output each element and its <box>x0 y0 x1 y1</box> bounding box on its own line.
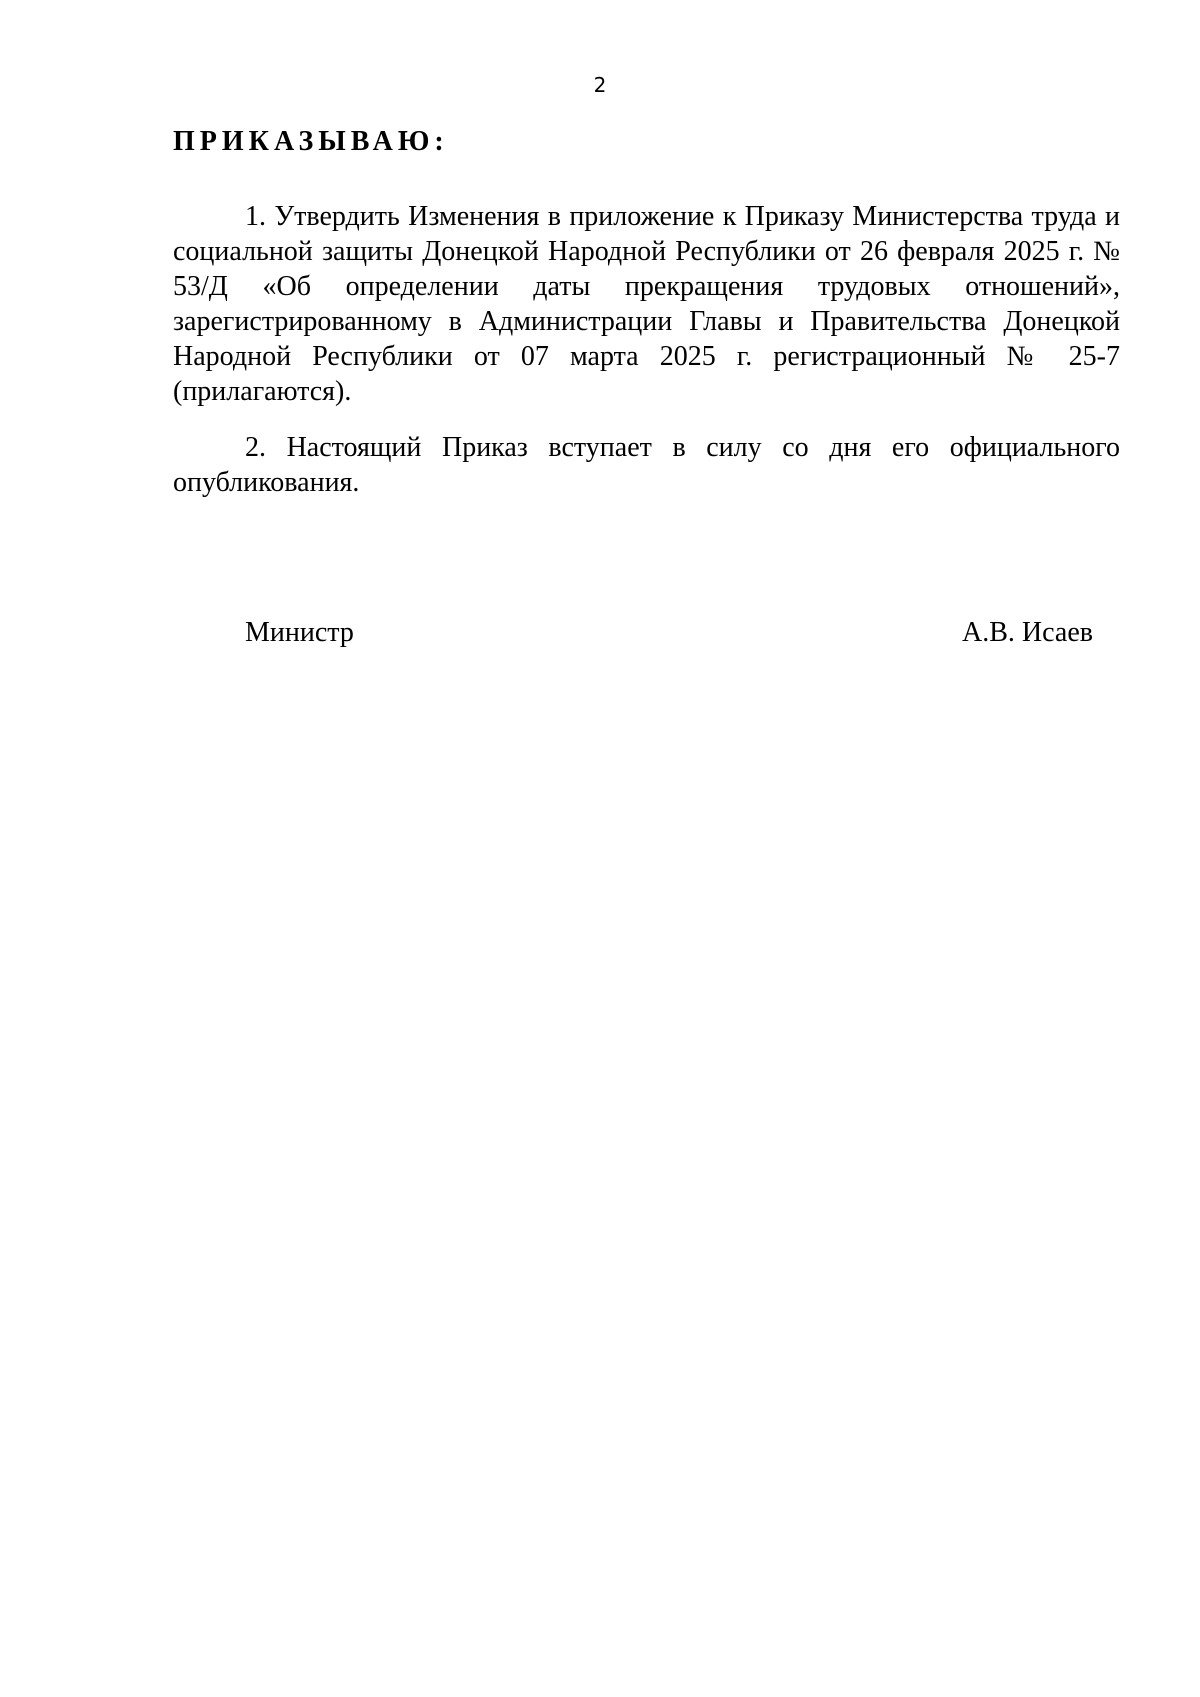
signatory-name: А.В. Исаев <box>962 617 1093 648</box>
page-number: 2 <box>593 73 607 97</box>
signatory-position: Министр <box>245 617 354 648</box>
order-item-2: 2. Настоящий Приказ вступает в силу со дня его официального опубликования. <box>173 432 1120 498</box>
order-heading: ПРИКАЗЫВАЮ: <box>173 126 449 157</box>
order-item-1: 1. Утвердить Изменения в приложение к Приказу Министерства труда и социальной защиты Донецкой Народной Республики от 26 февраля 2025 г. № 53/Д «Об определении даты прекращения трудовых отношений», зарегистрированному в Администрации Главы и Правительства Донецкой Народной Республики от 07 марта 2025 г. регистрационный № 25-7 (прилагаются). <box>173 201 1120 407</box>
signature-block <box>245 615 1093 651</box>
